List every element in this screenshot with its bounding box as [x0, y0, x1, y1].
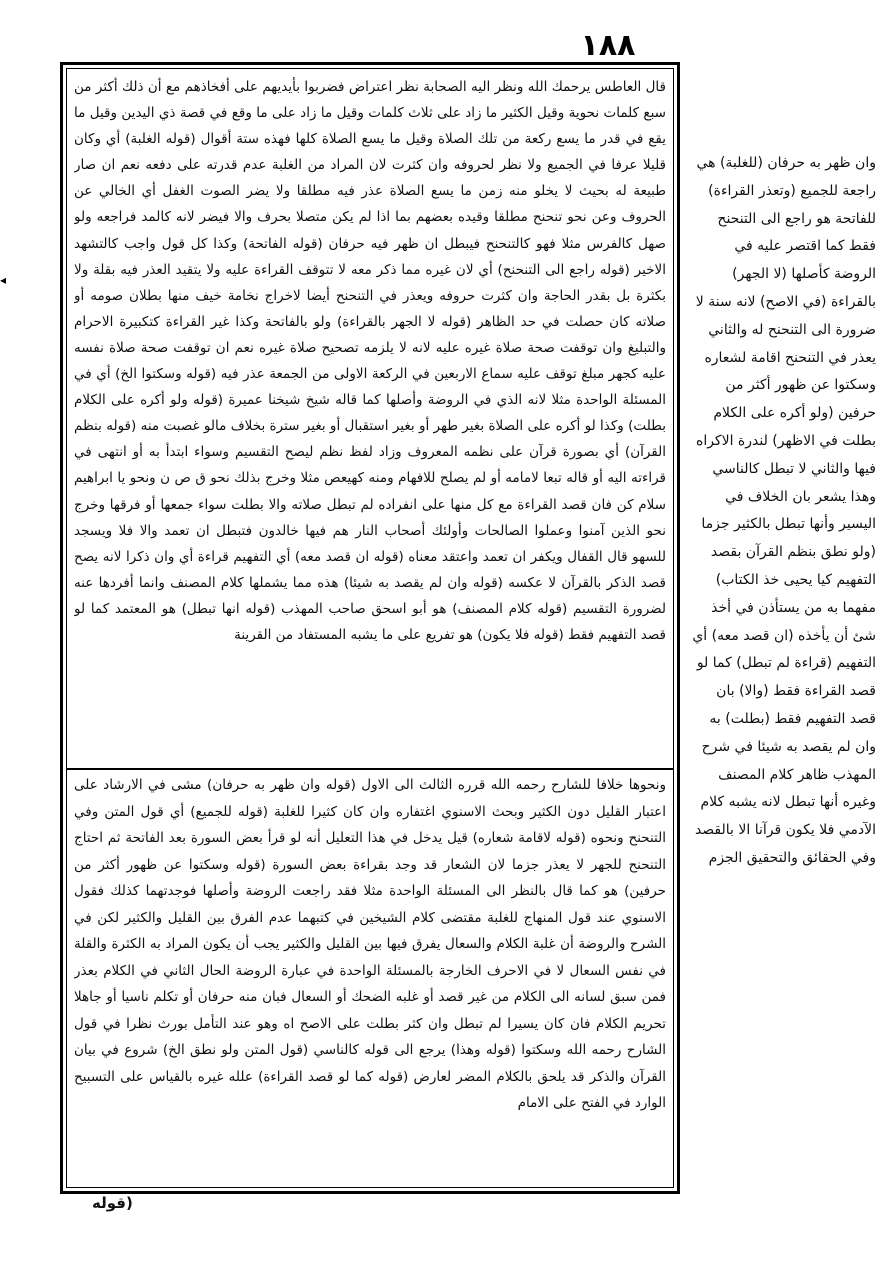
margin-matn-text: وان ظهر به حرفان (للغلبة) هي راجعة للجميع (وتعذر القراءة) للفاتحة هو راجع الى التنحنح فقط كما اقتصر عليه في الروضة كأصلها (لا الجهر) بالقراءة (في الاصح) لانه سنة لا ضرورة الى التنحنح له والثاني يعذر في التنحنح اقامة لشعاره وسكتوا عن ظهور أكثر من حرفين (ولو أكره على الكلام بطلت في الاظهر) لندرة الاكراه فيها والثاني لا تبطل كالناسي وهذا يشعر بان الخلاف في اليسير وأنها تبطل بالكثير جزما (ولو نطق بنظم القرآن بقصد التفهيم كيا يحيى خذ الكتاب) مفهما به من يستأذن في أخذ شئ أن يأخذه (ان قصد معه) أي التفهيم (قراءة لم تبطل) كما لو قصد القراءة فقط (والا) بان قصد التفهيم فقط (بطلت) به وان لم يقصد به شيئا في شرح المهذب ظاهر كلام المصنف وغيره أنها تبطل لانه يشبه كلام الآدمي فلا يكون قرآنا الا بالقصد وفي الحقائق والتحقيق الجزم: [692, 155, 876, 866]
edge-mark: ◂: [0, 273, 7, 287]
catchword: (قوله: [92, 1194, 133, 1212]
footnote-commentary-text: ونحوها خلافا للشارح رحمه الله قرره الثالث الى الاول (قوله وان ظهر به حرفان) مشى في الارشاد على اعتبار القليل دون الكثير وبحث الاسنوي اغتفاره وان كان كثيرا للغلبة (قوله للجميع) أي قول المتن وفي التنحنح ونحوه (قوله لاقامة شعاره) قيل يدخل في هذا التعليل أنه لو قرأ بعض السورة بعد الفاتحة ثم احتاج التنحنح للجهر لا يعذر جزما لان الشعار قد وجد بقراءة بعض السورة (قوله وسكتوا عن ظهور أكثر من حرفين) هو كما قال بالنظر الى المسئلة الواحدة مثلا فقد راجعت الروضة وأصلها فوجدتهما كذلك فقول الاسنوي عند قول المنهاج للغلبة مقتضى كلام الشيخين في كتبهما عدم الفرق بين القليل والكثير لكن في الشرح والروضة أن غلبة الكلام والسعال يفرق فيها بين القليل والكثير يجب أن يكون المراد به الكثرة والقلة في نفس السعال لا في الاحرف الخارجة بالمسئلة الواحدة في عبارة الروضة الحال الثاني في الكلام بعذر فمن سبق لسانه الى الكلام من غير قصد أو غلبه الضحك أو السعال فبان منه حرفان أو تكلم ناسيا أو جاهلا تحريم الكلام فان كان يسيرا لم تبطل وان كثر بطلت على الاصح اه وهو عند التأمل بورث نظرا في قول الشارح رحمه الله وسكتوا (قوله وهذا) يرجع الى قوله كالناسي (قول المتن ولو نطق الخ) شروع في بيان القرآن والذكر قد يلحق بالكلام المضر لعارض (قوله كما لو قصد القراءة) علله غيره بالقياس على التسبيح الوارد في الفتح على الامام: [74, 777, 666, 1111]
section-divider: [66, 768, 674, 770]
page-number: ١٨٨: [580, 28, 636, 63]
main-commentary-text: قال العاطس يرحمك الله ونظر اليه الصحابة نظر اعتراض فضربوا بأيديهم على أفخاذهم مع أن ذلك أكثر من سبع كلمات نحوية وقيل الكثير ما زاد على ثلاث كلمات وقيل ما زاد على ما وقع في قصة ذي اليدين وقيل ما يقع في قدر ما يسع ركعة من تلك الصلاة وقيل ما يسع الصلاة كلها فهذه ستة أقوال (قوله الغلبة) أي وكان قليلا عرفا في الجميع ولا نظر لحروفه وان كثرت لان المراد من الغلبة عدم قدرته على دفعه نعم ان صار طبيعة له بحيث لا يخلو منه زمن ما يسع الصلاة عذر فيه مطلقا ولا يضر الصوت الغفل أي الخالي عن الحروف وعن نحو تنحنح مطلقا وقيده بعضهم بما اذا لم يكن متصلا بحرف والا فيضر لانه كالمد فراجعه ولو صهل كالفرس مثلا فهو كالتنحنح فيبطل ان ظهر فيه حرفان (قوله الفاتحة) وكذا كل قول واجب كالتشهد الاخير (قوله راجع الى التنحنح) أي لان غيره مما ذكر معه لا تتوقف القراءة عليه ولا يتقيد العذر فيه بقلة ولا بكثرة بل بقدر الحاجة وان كثرت حروفه ويعذر في التنحنح أيضا لاخراج نخامة خيف منها بطلان صومه أو صلاته كان حصلت في حد الظاهر (قوله لا الجهر بالقراءة) ولو بالفاتحة وكذا غير القراءة كتكبيرة الاحرام والتبليغ وان توقفت صحة صلاة غيره عليه لانه لا يلزمه تصحيح صلاة غيره نعم ان توقفت صحة صلاة نفسه عليه كجهر مبلغ توقف عليه سماع الاربعين في الركعة الاولى من الجمعة عذر فيه (قوله وسكتوا الخ) أي في المسئلة الواحدة مثلا لانه الذي في الروضة وأصلها كما قاله شيخ شيخنا عميرة (قوله ولو أكره على الكلام بطلت) وكذا لو أكره على الصلاة بغير طهر أو بغير استقبال أو بغير سترة بخلاف مالو غصبت منه (قوله بنظم القرآن) أي بصورة قرآن على نظمه المعروف وزاد لفظ نظم ليصح التقسيم وسواء ابتدأ به أو انتهى في قراءته اليه أو قاله تبعا لامامه أو لم يصلح للافهام ومنه كهيعص مثلا وخرج بذلك نحو ق ص ن ونحو يا ابراهيم سلام كن فان قصد القراءة مع كل منها على انفراده لم تبطل صلاته والا بطلت سواء جمعها أو فرقها وخرج نحو الذين آمنوا وعملوا الصالحات وأولئك أصحاب النار هم فيها خالدون فتبطل ان تعمد والا فلا ويسجد للسهو قال القفال ويكفر ان تعمد واعتقد معناه (قوله ان قصد معه) أي التفهيم قراءة أي وان ذكرا لانه يصح قصد الذكر بالقرآن لا عكسه (قوله وان لم يقصد به شيئا) هذه مما يشملها كلام المصنف وانما أفردها عنه لضرورة التقسيم (قوله كلام المصنف) هو أبو اسحق صاحب المهذب (قوله انها تبطل) هو المعتمد كما لو قصد التفهيم فقط (قوله فلا يكون) هو تفريع على ما يشبه المستفاد من القرينة: [74, 79, 666, 643]
